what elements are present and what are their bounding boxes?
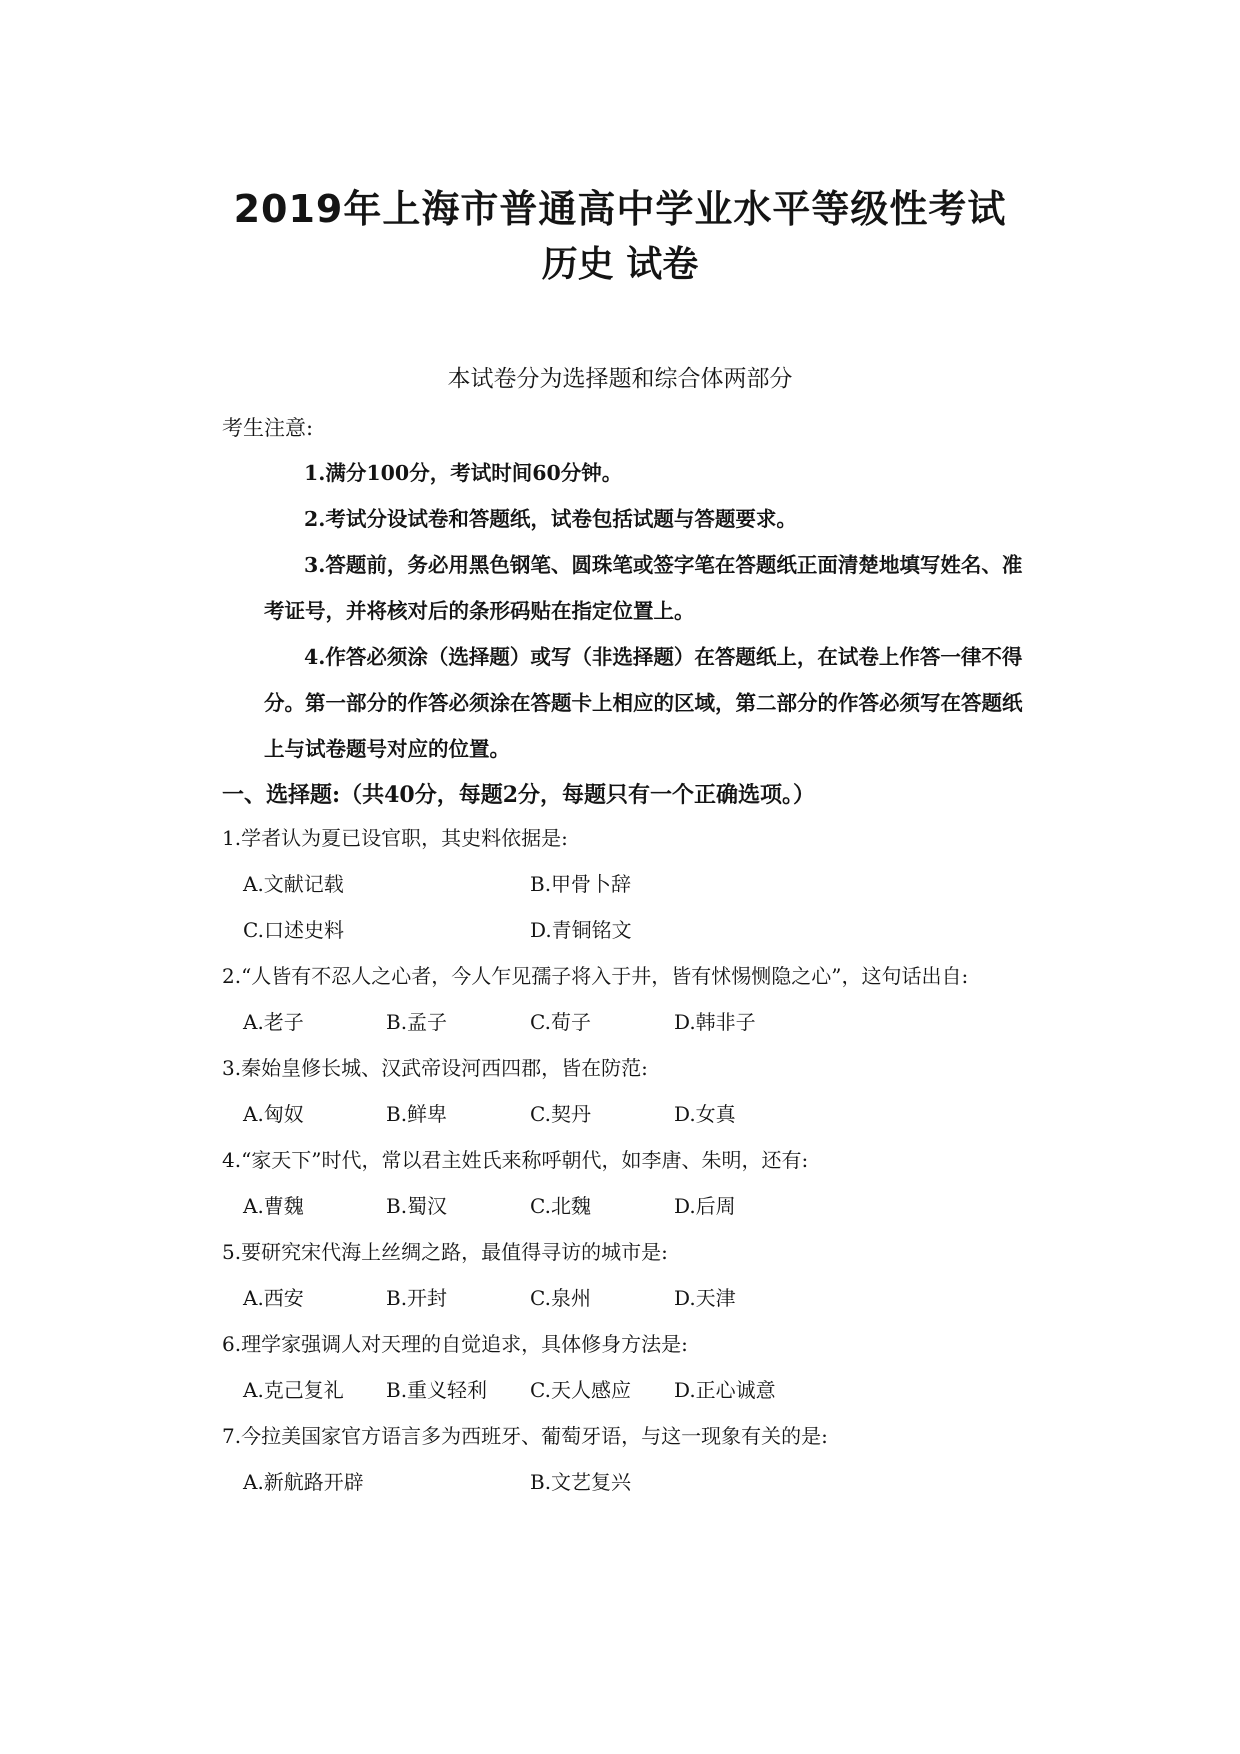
question-option: A.西安 (243, 1286, 304, 1310)
question-option: B.蜀汉 (386, 1194, 448, 1218)
question-stem: 1.学者认为夏已设官职，其史料依据是: (222, 826, 568, 850)
question-option: C.口述史料 (243, 918, 344, 942)
question-stem: 3.秦始皇修长城、汉武帝设河西四郡，皆在防范: (222, 1056, 648, 1080)
question-option: A.克己复礼 (243, 1378, 344, 1402)
question-option: A.匈奴 (243, 1102, 304, 1126)
question-stem: 7.今拉美国家官方语言多为西班牙、葡萄牙语，与这一现象有关的是: (222, 1424, 828, 1448)
question-option: A.文献记载 (243, 872, 344, 896)
question-option: A.老子 (243, 1010, 304, 1034)
question-option: B.鲜卑 (386, 1102, 448, 1126)
question-option: B.甲骨卜辞 (530, 872, 632, 896)
question-option: A.新航路开辟 (243, 1470, 364, 1494)
question-option: D.天津 (674, 1286, 736, 1310)
question-option: B.文艺复兴 (530, 1470, 632, 1494)
question-option: C.天人感应 (530, 1378, 631, 1402)
question-option: D.女真 (674, 1102, 736, 1126)
paper-structure-note: 本试卷分为选择题和综合体两部分 (447, 366, 793, 392)
question-option: B.孟子 (386, 1010, 448, 1034)
question-option: D.后周 (674, 1194, 736, 1218)
question-option: A.曹魏 (243, 1194, 304, 1218)
notice-item-1: 1.满分100分，考试时间60分钟。 (304, 461, 623, 485)
question-option: D.正心诚意 (674, 1378, 776, 1402)
notice-item-2: 2.考试分设试卷和答题纸，试卷包括试题与答题要求。 (304, 507, 797, 531)
question-option: C.契丹 (530, 1102, 591, 1126)
notice-item-4-line-3: 上与试卷题号对应的位置。 (264, 737, 510, 761)
question-option: B.重义轻利 (386, 1378, 488, 1402)
notice-item-3-line-2: 考证号，并将核对后的条形码贴在指定位置上。 (264, 599, 695, 623)
notice-item-3-line-1: 3.答题前，务必用黑色钢笔、圆珠笔或签字笔在答题纸正面清楚地填写姓名、准 (304, 553, 1023, 577)
exam-subtitle: 历史 试卷 (541, 244, 699, 285)
question-option: D.韩非子 (674, 1010, 756, 1034)
question-option: B.开封 (386, 1286, 448, 1310)
question-option: C.荀子 (530, 1010, 591, 1034)
question-stem: 2.“人皆有不忍人之心者，今人乍见孺子将入于井，皆有怵惕恻隐之心”，这句话出自: (222, 964, 969, 988)
notice-item-4-line-2: 分。第一部分的作答必须涂在答题卡上相应的区域，第二部分的作答必须写在答题纸 (264, 691, 1023, 715)
question-option: C.泉州 (530, 1286, 591, 1310)
notice-item-4-line-1: 4.作答必须涂（选择题）或写（非选择题）在答题纸上，在试卷上作答一律不得 (304, 645, 1023, 669)
notice-heading: 考生注意: (222, 416, 314, 440)
section-1-heading: 一、选择题:（共40分，每题2分，每题只有一个正确选项。） (222, 782, 816, 808)
question-option: D.青铜铭文 (530, 918, 632, 942)
exam-title: 2019年上海市普通高中学业水平等级性考试 (233, 187, 1007, 231)
question-stem: 5.要研究宋代海上丝绸之路，最值得寻访的城市是: (222, 1240, 668, 1264)
question-option: C.北魏 (530, 1194, 591, 1218)
question-stem: 6.理学家强调人对天理的自觉追求，具体修身方法是: (222, 1332, 688, 1356)
question-stem: 4.“家天下”时代，常以君主姓氏来称呼朝代，如李唐、朱明，还有: (222, 1148, 809, 1172)
